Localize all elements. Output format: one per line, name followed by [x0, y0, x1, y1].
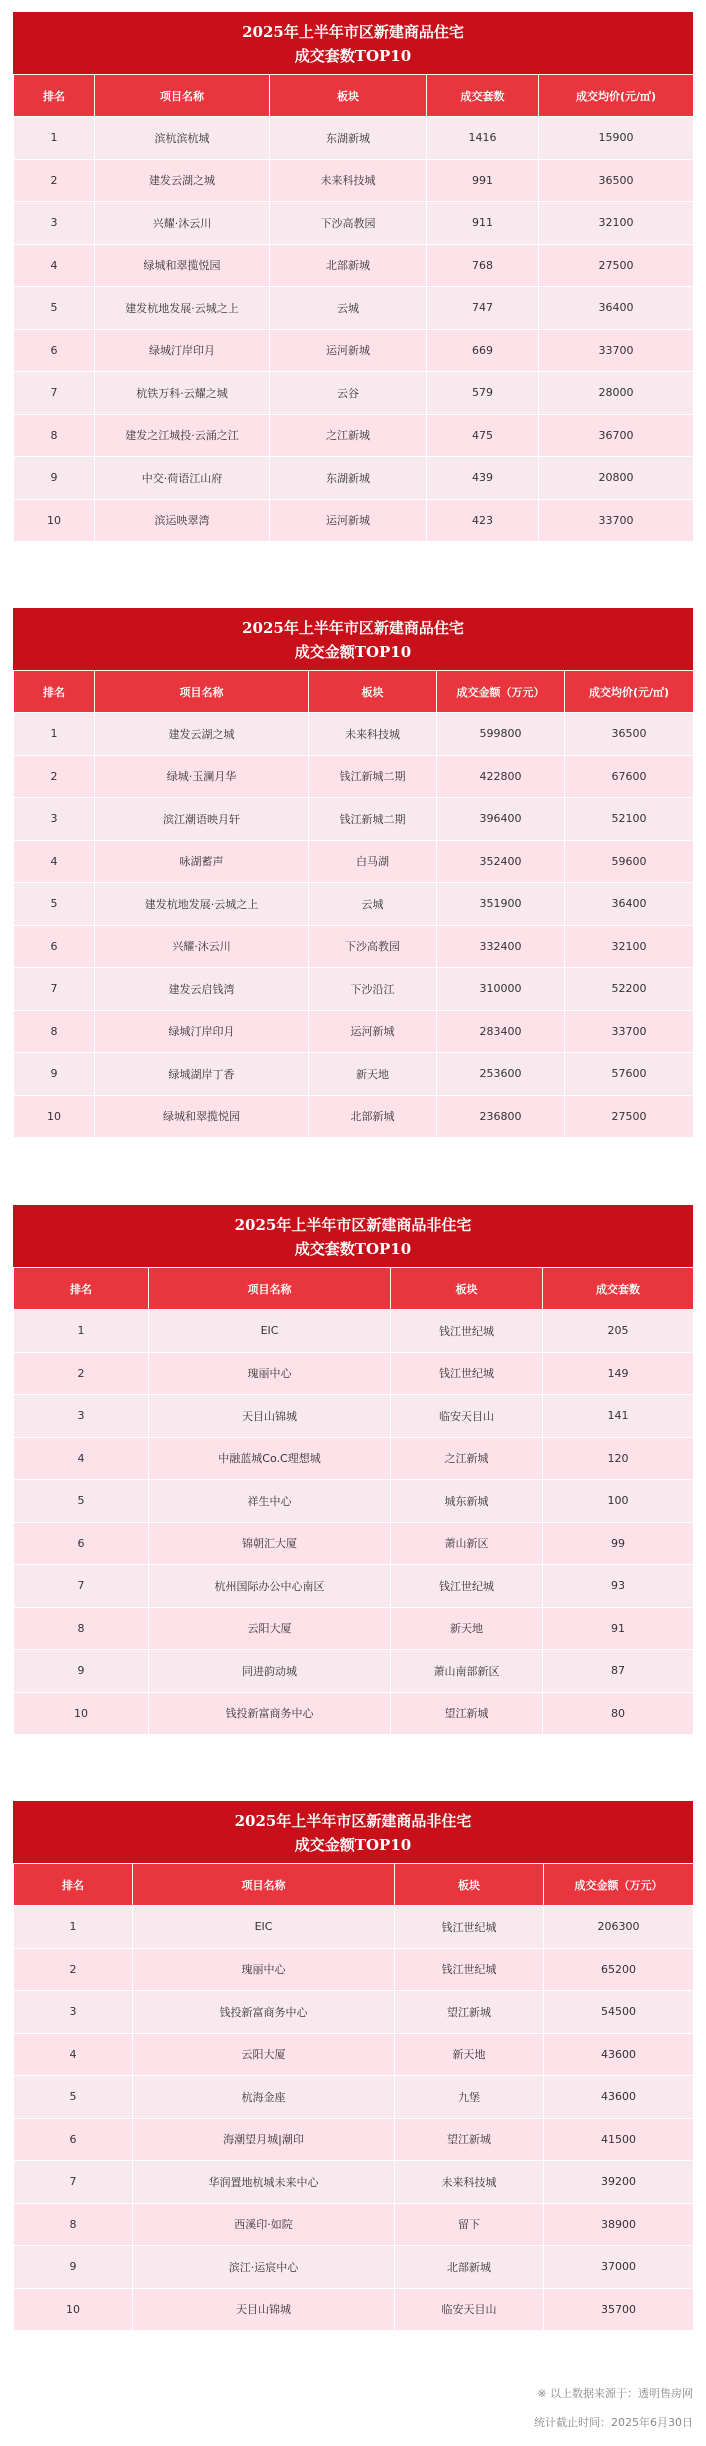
table-cell: 新天地 [395, 2033, 544, 2076]
table-cell: 4 [14, 2033, 133, 2076]
table-cell: 579 [427, 372, 539, 415]
table-cell: 钱投新富商务中心 [133, 1991, 395, 2034]
table-row [14, 1480, 694, 1523]
table-cell: 10 [14, 2288, 133, 2331]
table-row [14, 2161, 694, 2204]
table-cell: 萧山南部新区 [391, 1650, 543, 1693]
table-row [14, 1395, 694, 1438]
table-block-residential-units [13, 12, 693, 542]
table-block-nonresidential-units [13, 1205, 693, 1735]
table-cell: 93 [543, 1565, 694, 1608]
table-cell: 锦朝汇大厦 [149, 1522, 391, 1565]
column-header: 成交金额（万元） [544, 1864, 694, 1906]
table-cell: 28000 [539, 372, 694, 415]
table-cell: 91 [543, 1607, 694, 1650]
column-header: 项目名称 [95, 671, 309, 713]
table-cell: 绿城湖岸丁香 [95, 1053, 309, 1096]
table-cell: 3 [14, 1395, 149, 1438]
table-cell: 351900 [437, 883, 565, 926]
table-cell: 599800 [437, 713, 565, 756]
table-cell: 80 [543, 1692, 694, 1735]
table-row [14, 755, 694, 798]
table-cell: 北部新城 [270, 244, 427, 287]
table-title-line2: 成交套数TOP10 [294, 1240, 412, 1258]
table-row [14, 1522, 694, 1565]
column-header: 成交均价(元/㎡) [539, 75, 694, 117]
column-header: 排名 [14, 671, 95, 713]
table-cell: 52200 [565, 968, 694, 1011]
ranking-table [13, 1267, 694, 1735]
table-cell: 海潮望月城|潮印 [133, 2118, 395, 2161]
table-cell: 建发杭地发展·云城之上 [95, 883, 309, 926]
table-cell: 87 [543, 1650, 694, 1693]
table-cell: 35700 [544, 2288, 694, 2331]
table-cell: 天目山锦城 [149, 1395, 391, 1438]
table-cell: 54500 [544, 1991, 694, 2034]
table-block-residential-amount [13, 608, 693, 1138]
table-row [14, 1948, 694, 1991]
table-cell: 兴耀·沐云川 [95, 202, 270, 245]
column-header: 成交金额（万元） [437, 671, 565, 713]
ranking-table [13, 670, 694, 1138]
table-cell: 中交·荷语江山府 [95, 457, 270, 500]
table-cell: 100 [543, 1480, 694, 1523]
table-row [14, 2246, 694, 2289]
table-cell: 天目山锦城 [133, 2288, 395, 2331]
table-cell: 7 [14, 1565, 149, 1608]
table-row [14, 1352, 694, 1395]
table-cell: 475 [427, 414, 539, 457]
table-cell: 钱投新富商务中心 [149, 1692, 391, 1735]
table-row [14, 2118, 694, 2161]
table-title [13, 1801, 693, 1863]
table-row [14, 159, 694, 202]
table-cell: 之江新城 [391, 1437, 543, 1480]
table-cell: 310000 [437, 968, 565, 1011]
table-row [14, 1437, 694, 1480]
table-title-line1: 2025年上半年市区新建商品非住宅 [234, 1216, 472, 1234]
column-header: 板块 [309, 671, 437, 713]
table-row [14, 287, 694, 330]
table-cell: 2 [14, 755, 95, 798]
table-cell: 西溪印·如院 [133, 2203, 395, 2246]
table-cell: 未来科技城 [395, 2161, 544, 2204]
table-cell: 7 [14, 372, 95, 415]
table-cell: 67600 [565, 755, 694, 798]
table-cell: 5 [14, 287, 95, 330]
table-cell: 36400 [539, 287, 694, 330]
column-header: 成交套数 [543, 1268, 694, 1310]
table-cell: 钱江世纪城 [391, 1352, 543, 1395]
table-cell: 建发之江城投·云涌之江 [95, 414, 270, 457]
column-header: 板块 [270, 75, 427, 117]
table-row [14, 1010, 694, 1053]
table-cell: 10 [14, 1095, 95, 1138]
table-cell: 中融蓝城Co.C理想城 [149, 1437, 391, 1480]
table-cell: 同进韵动城 [149, 1650, 391, 1693]
data-source-note: ※ 以上数据来源于：透明售房网 [537, 2387, 693, 2400]
table-cell: 141 [543, 1395, 694, 1438]
table-cell: 之江新城 [270, 414, 427, 457]
table-cell: 4 [14, 244, 95, 287]
table-row [14, 117, 694, 160]
table-row [14, 1906, 694, 1949]
header-row [14, 75, 694, 117]
table-cell: 59600 [565, 840, 694, 883]
table-cell: 422800 [437, 755, 565, 798]
table-cell: 1 [14, 117, 95, 160]
table-title-line1: 2025年上半年市区新建商品住宅 [242, 619, 464, 637]
table-cell: 120 [543, 1437, 694, 1480]
table-cell: 瑰丽中心 [149, 1352, 391, 1395]
table-cell: 钱江世纪城 [391, 1565, 543, 1608]
table-cell: 钱江新城二期 [309, 755, 437, 798]
table-cell: 332400 [437, 925, 565, 968]
table-cell: 43600 [544, 2076, 694, 2119]
table-cell: 新天地 [391, 1607, 543, 1650]
table-cell: 瑰丽中心 [133, 1948, 395, 1991]
table-cell: 33700 [539, 499, 694, 542]
header-row [14, 1864, 694, 1906]
table-cell: 建发云湖之城 [95, 713, 309, 756]
table-cell: 36500 [565, 713, 694, 756]
table-cell: 运河新城 [270, 329, 427, 372]
table-cell: 3 [14, 1991, 133, 2034]
table-cell: 绿城·玉澜月华 [95, 755, 309, 798]
column-header: 成交均价(元/㎡) [565, 671, 694, 713]
table-row [14, 2076, 694, 2119]
table-cell: 9 [14, 2246, 133, 2289]
table-cell: 钱江世纪城 [395, 1948, 544, 1991]
table-cell: EIC [149, 1310, 391, 1353]
table-cell: 669 [427, 329, 539, 372]
table-cell: 32100 [565, 925, 694, 968]
table-cell: 65200 [544, 1948, 694, 1991]
table-cell: 8 [14, 1607, 149, 1650]
table-cell: 4 [14, 1437, 149, 1480]
table-row [14, 883, 694, 926]
header-row [14, 671, 694, 713]
table-cell: 云城 [270, 287, 427, 330]
table-cell: 4 [14, 840, 95, 883]
table-cell: 萧山新区 [391, 1522, 543, 1565]
table-cell: 5 [14, 883, 95, 926]
table-cell: 杭州国际办公中心南区 [149, 1565, 391, 1608]
table-row [14, 1053, 694, 1096]
table-cell: 新天地 [309, 1053, 437, 1096]
table-title [13, 608, 693, 670]
table-cell: 绿城汀岸印月 [95, 329, 270, 372]
table-cell: 2 [14, 159, 95, 202]
table-cell: 5 [14, 1480, 149, 1523]
table-cell: 15900 [539, 117, 694, 160]
table-cell: 滨杭滨杭城 [95, 117, 270, 160]
header-row [14, 1268, 694, 1310]
table-cell: 1 [14, 1310, 149, 1353]
table-cell: 钱江世纪城 [391, 1310, 543, 1353]
table-cell: 41500 [544, 2118, 694, 2161]
table-cell: 10 [14, 499, 95, 542]
table-cell: 352400 [437, 840, 565, 883]
table-cell: 望江新城 [391, 1692, 543, 1735]
table-cell: 33700 [539, 329, 694, 372]
table-cell: 建发杭地发展·云城之上 [95, 287, 270, 330]
table-row [14, 1650, 694, 1693]
table-cell: 36400 [565, 883, 694, 926]
table-title-line2: 成交金额TOP10 [294, 643, 412, 661]
table-cell: 747 [427, 287, 539, 330]
table-cell: 2 [14, 1352, 149, 1395]
table-row [14, 968, 694, 1011]
table-row [14, 2203, 694, 2246]
table-cell: 768 [427, 244, 539, 287]
table-cell: 北部新城 [395, 2246, 544, 2289]
column-header: 项目名称 [149, 1268, 391, 1310]
table-row [14, 457, 694, 500]
table-row [14, 1607, 694, 1650]
table-row [14, 713, 694, 756]
table-cell: 8 [14, 2203, 133, 2246]
table-cell: 206300 [544, 1906, 694, 1949]
table-row [14, 2288, 694, 2331]
statistics-date-note: 统计截止时间：2025年6月30日 [534, 2416, 693, 2429]
table-cell: 临安天目山 [391, 1395, 543, 1438]
table-cell: 99 [543, 1522, 694, 1565]
table-cell: 临安天目山 [395, 2288, 544, 2331]
table-cell: 149 [543, 1352, 694, 1395]
table-cell: 43600 [544, 2033, 694, 2076]
table-row [14, 414, 694, 457]
table-cell: 5 [14, 2076, 133, 2119]
table-cell: 2 [14, 1948, 133, 1991]
ranking-table [13, 74, 694, 542]
table-cell: 望江新城 [395, 2118, 544, 2161]
table-block-nonresidential-amount [13, 1801, 693, 2331]
column-header: 排名 [14, 1864, 133, 1906]
table-cell: 36500 [539, 159, 694, 202]
table-cell: 6 [14, 2118, 133, 2161]
table-row [14, 798, 694, 841]
table-cell: 留下 [395, 2203, 544, 2246]
table-cell: 3 [14, 798, 95, 841]
table-row [14, 1565, 694, 1608]
table-row [14, 202, 694, 245]
table-cell: 38900 [544, 2203, 694, 2246]
table-cell: 27500 [565, 1095, 694, 1138]
table-cell: 52100 [565, 798, 694, 841]
table-cell: 绿城和翠揽悦园 [95, 1095, 309, 1138]
table-cell: 钱江世纪城 [395, 1906, 544, 1949]
table-cell: 望江新城 [395, 1991, 544, 2034]
table-cell: 27500 [539, 244, 694, 287]
table-cell: 396400 [437, 798, 565, 841]
table-cell: 下沙高教园 [270, 202, 427, 245]
table-cell: 6 [14, 925, 95, 968]
table-cell: 7 [14, 2161, 133, 2204]
table-cell: EIC [133, 1906, 395, 1949]
table-cell: 咏湖蓄声 [95, 840, 309, 883]
table-cell: 云城 [309, 883, 437, 926]
table-cell: 32100 [539, 202, 694, 245]
table-cell: 东湖新城 [270, 117, 427, 160]
table-row [14, 1692, 694, 1735]
table-cell: 未来科技城 [270, 159, 427, 202]
table-cell: 1416 [427, 117, 539, 160]
table-cell: 37000 [544, 2246, 694, 2289]
column-header: 排名 [14, 75, 95, 117]
table-cell: 滨江潮语映月轩 [95, 798, 309, 841]
table-row [14, 2033, 694, 2076]
table-row [14, 244, 694, 287]
table-cell: 9 [14, 1053, 95, 1096]
table-cell: 建发云启钱湾 [95, 968, 309, 1011]
column-header: 项目名称 [95, 75, 270, 117]
table-cell: 6 [14, 1522, 149, 1565]
table-cell: 运河新城 [309, 1010, 437, 1053]
table-cell: 236800 [437, 1095, 565, 1138]
table-cell: 1 [14, 713, 95, 756]
table-row [14, 1991, 694, 2034]
table-title-line2: 成交金额TOP10 [294, 1836, 412, 1854]
table-cell: 杭铁万科·云耀之城 [95, 372, 270, 415]
table-cell: 下沙沿江 [309, 968, 437, 1011]
table-row [14, 840, 694, 883]
table-cell: 祥生中心 [149, 1480, 391, 1523]
table-row [14, 499, 694, 542]
table-cell: 云阳大厦 [133, 2033, 395, 2076]
table-cell: 9 [14, 457, 95, 500]
table-row [14, 1310, 694, 1353]
table-cell: 20800 [539, 457, 694, 500]
table-cell: 6 [14, 329, 95, 372]
table-cell: 7 [14, 968, 95, 1011]
table-cell: 1 [14, 1906, 133, 1949]
table-cell: 253600 [437, 1053, 565, 1096]
table-cell: 东湖新城 [270, 457, 427, 500]
table-cell: 991 [427, 159, 539, 202]
table-cell: 10 [14, 1692, 149, 1735]
table-cell: 57600 [565, 1053, 694, 1096]
table-cell: 华润置地杭城未来中心 [133, 2161, 395, 2204]
table-cell: 205 [543, 1310, 694, 1353]
table-cell: 滨运映翠湾 [95, 499, 270, 542]
table-cell: 下沙高教园 [309, 925, 437, 968]
table-title-line1: 2025年上半年市区新建商品非住宅 [234, 1812, 472, 1830]
table-row [14, 372, 694, 415]
ranking-table [13, 1863, 694, 2331]
table-cell: 钱江新城二期 [309, 798, 437, 841]
table-cell: 绿城和翠揽悦园 [95, 244, 270, 287]
table-title-line1: 2025年上半年市区新建商品住宅 [242, 23, 464, 41]
table-cell: 283400 [437, 1010, 565, 1053]
column-header: 排名 [14, 1268, 149, 1310]
table-cell: 滨江·运宸中心 [133, 2246, 395, 2289]
table-cell: 39200 [544, 2161, 694, 2204]
column-header: 板块 [395, 1864, 544, 1906]
table-row [14, 1095, 694, 1138]
table-cell: 绿城汀岸印月 [95, 1010, 309, 1053]
column-header: 成交套数 [427, 75, 539, 117]
table-title-line2: 成交套数TOP10 [294, 47, 412, 65]
table-cell: 兴耀·沐云川 [95, 925, 309, 968]
table-cell: 建发云湖之城 [95, 159, 270, 202]
table-cell: 423 [427, 499, 539, 542]
table-cell: 城东新城 [391, 1480, 543, 1523]
table-cell: 运河新城 [270, 499, 427, 542]
table-cell: 云谷 [270, 372, 427, 415]
table-cell: 杭海金座 [133, 2076, 395, 2119]
table-row [14, 329, 694, 372]
table-title [13, 1205, 693, 1267]
column-header: 项目名称 [133, 1864, 395, 1906]
table-cell: 白马湖 [309, 840, 437, 883]
table-cell: 未来科技城 [309, 713, 437, 756]
table-title [13, 12, 693, 74]
table-row [14, 925, 694, 968]
table-cell: 8 [14, 1010, 95, 1053]
table-cell: 33700 [565, 1010, 694, 1053]
table-cell: 北部新城 [309, 1095, 437, 1138]
table-cell: 云阳大厦 [149, 1607, 391, 1650]
table-cell: 8 [14, 414, 95, 457]
table-cell: 439 [427, 457, 539, 500]
column-header: 板块 [391, 1268, 543, 1310]
table-cell: 九堡 [395, 2076, 544, 2119]
table-cell: 911 [427, 202, 539, 245]
table-cell: 9 [14, 1650, 149, 1693]
table-cell: 36700 [539, 414, 694, 457]
table-cell: 3 [14, 202, 95, 245]
